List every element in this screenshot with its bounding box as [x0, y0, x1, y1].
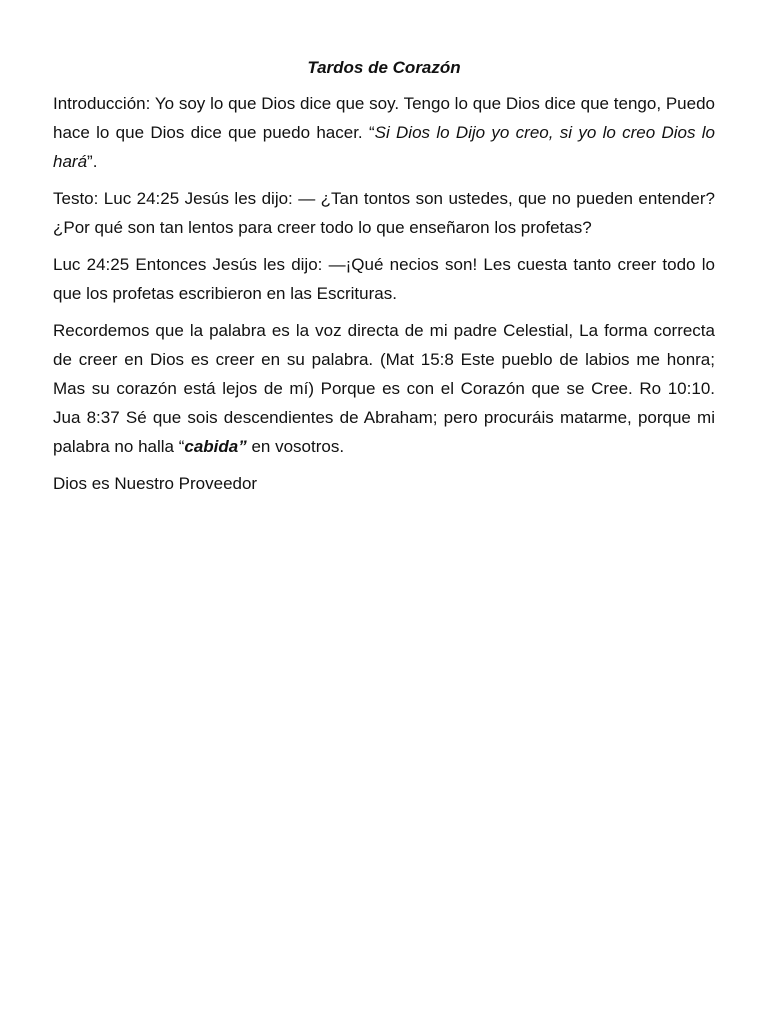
intro-paragraph — [53, 89, 715, 176]
document-page — [53, 57, 715, 506]
intro-quote: Si Dios lo Dijo yo creo, si yo lo creo Dios lo hará — [53, 123, 715, 171]
recordemos-end: en vosotros. — [246, 437, 345, 456]
intro-text: Introducción: Yo soy lo que Dios dice que soy. Tengo lo que Dios dice que tengo, Puedo hace lo que Dios dice que puedo hacer. “ — [53, 94, 715, 142]
document-title: Tardos de Corazón — [307, 58, 461, 77]
recordemos-text: Recordemos que la palabra es la voz directa de mi padre Celestial, La forma correcta de creer en Dios es creer en su palabra. (Mat 15:8 Este pueblo de labios me honra; Mas su corazón está lejos de mí) Porque es con el Corazón que se Cree. Ro 10:10. Jua 8:37 Sé que sois descendientes de Abraham; pero procuráis matarme, porque mi palabra no halla “ — [53, 321, 715, 456]
recordemos-paragraph — [53, 316, 715, 461]
intro-end: ”. — [87, 152, 98, 171]
luc-paragraph: Luc 24:25 Entonces Jesús les dijo: —¡Qué necios son! Les cuesta tanto creer todo lo que los profetas escribieron en las Escrituras. — [53, 255, 715, 303]
recordemos-emphasis: cabida” — [184, 437, 247, 456]
testo-paragraph: Testo: Luc 24:25 Jesús les dijo: — ¿Tan tontos son ustedes, que no pueden entender? ¿Por qué son tan lentos para creer todo lo que enseñaron los profetas? — [53, 189, 715, 237]
closing-line: Dios es Nuestro Proveedor — [53, 474, 258, 493]
